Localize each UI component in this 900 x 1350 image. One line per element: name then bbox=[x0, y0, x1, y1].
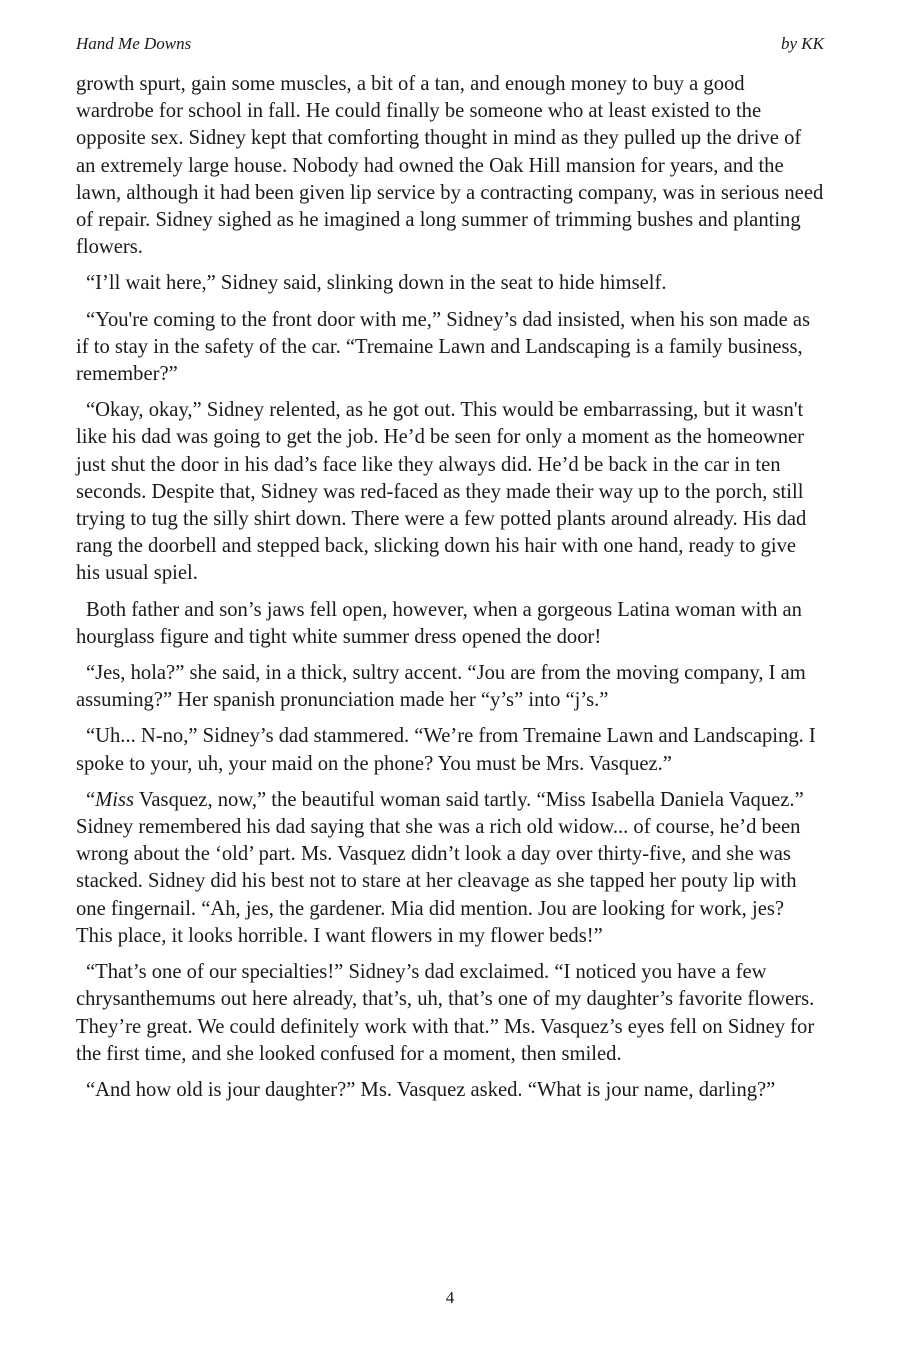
paragraph: “Okay, okay,” Sidney relented, as he got out. This would be embarrassing, but it wasn't like his dad was going to get the job. He’d be seen for only a moment as the homeowner just shut the door in his dad’s face like they always did. He’d be back in the car in ten seconds. Despite that, Sidney was red-faced as they made their way up to the porch, still trying to tug the silly shirt down. There were a few potted plants around already. His dad rang the doorbell and stepped back, slicking down his hair with one hand, ready to give his usual spiel. bbox=[76, 399, 807, 585]
paragraph: “Jes, hola?” she said, in a thick, sultry accent. “Jou are from the moving company, I am assuming?” Her spanish pronunciation made her “y’s” into “j’s.” bbox=[76, 662, 806, 712]
emphasis-text: Miss bbox=[95, 788, 135, 811]
paragraph bbox=[76, 787, 824, 950]
paragraph: “I’ll wait here,” Sidney said, slinking down in the seat to hide himself. bbox=[86, 272, 667, 295]
paragraph: “And how old is jour daughter?” Ms. Vasquez asked. “What is jour name, darling?” bbox=[86, 1078, 776, 1101]
book-title: Hand Me Downs bbox=[76, 34, 192, 53]
quote-open: “ bbox=[86, 788, 96, 811]
running-head bbox=[76, 34, 824, 58]
author-credit: by KK bbox=[781, 34, 824, 53]
page-number: 4 bbox=[445, 1288, 455, 1307]
paragraph: “That’s one of our specialties!” Sidney’s dad exclaimed. “I noticed you have a few chrysanthemums out here already, that’s, uh, that’s one of my daughter’s favorite flowers. They’re great. We could definitely work with that.” Ms. Vasquez’s eyes fell on Sidney for the first time, and she looked confused for a moment, then smiled. bbox=[76, 961, 815, 1065]
paragraph: “You're coming to the front door with me,” Sidney’s dad insisted, when his son made as if to stay in the safety of the car. “Tremaine Lawn and Landscaping is a family business, remember?” bbox=[76, 308, 811, 386]
paragraph-continuation: Vasquez, now,” the beautiful woman said tartly. “Miss Isabella Daniela Vaquez.” Sidney remembered his dad saying that she was a rich old widow... of course, he’d been wrong about the ‘old’ part. Ms. Vasquez didn’t look a day over thirty-five, and she was stacked. Sidney did his best not to stare at her cleavage as she tapped her pouty lip with one fingernail. “Ah, jes, the gardener. Mia did mention. Jou are looking for work, jes? This place, it looks horrible. I want flowers in my flower beds!” bbox=[76, 788, 804, 947]
body-text bbox=[76, 71, 824, 1113]
paragraph: Both father and son’s jaws fell open, however, when a gorgeous Latina woman with an hourglass figure and tight white summer dress opened the door! bbox=[76, 598, 802, 648]
paragraph: “Uh... N-no,” Sidney’s dad stammered. “We’re from Tremaine Lawn and Landscaping. I spoke to your, uh, your maid on the phone? You must be Mrs. Vasquez.” bbox=[76, 725, 816, 775]
paragraph: growth spurt, gain some muscles, a bit of a tan, and enough money to buy a good wardrobe for school in fall. He could finally be someone who at least existed to the opposite sex. Sidney kept that comforting thought in mind as they pulled up the drive of an extremely large house. Nobody had owned the Oak Hill mansion for years, and the lawn, although it had been given lip service by a contracting company, was in serious need of repair. Sidney sighed as he imagined a long summer of trimming bushes and planting flowers. bbox=[76, 73, 824, 259]
